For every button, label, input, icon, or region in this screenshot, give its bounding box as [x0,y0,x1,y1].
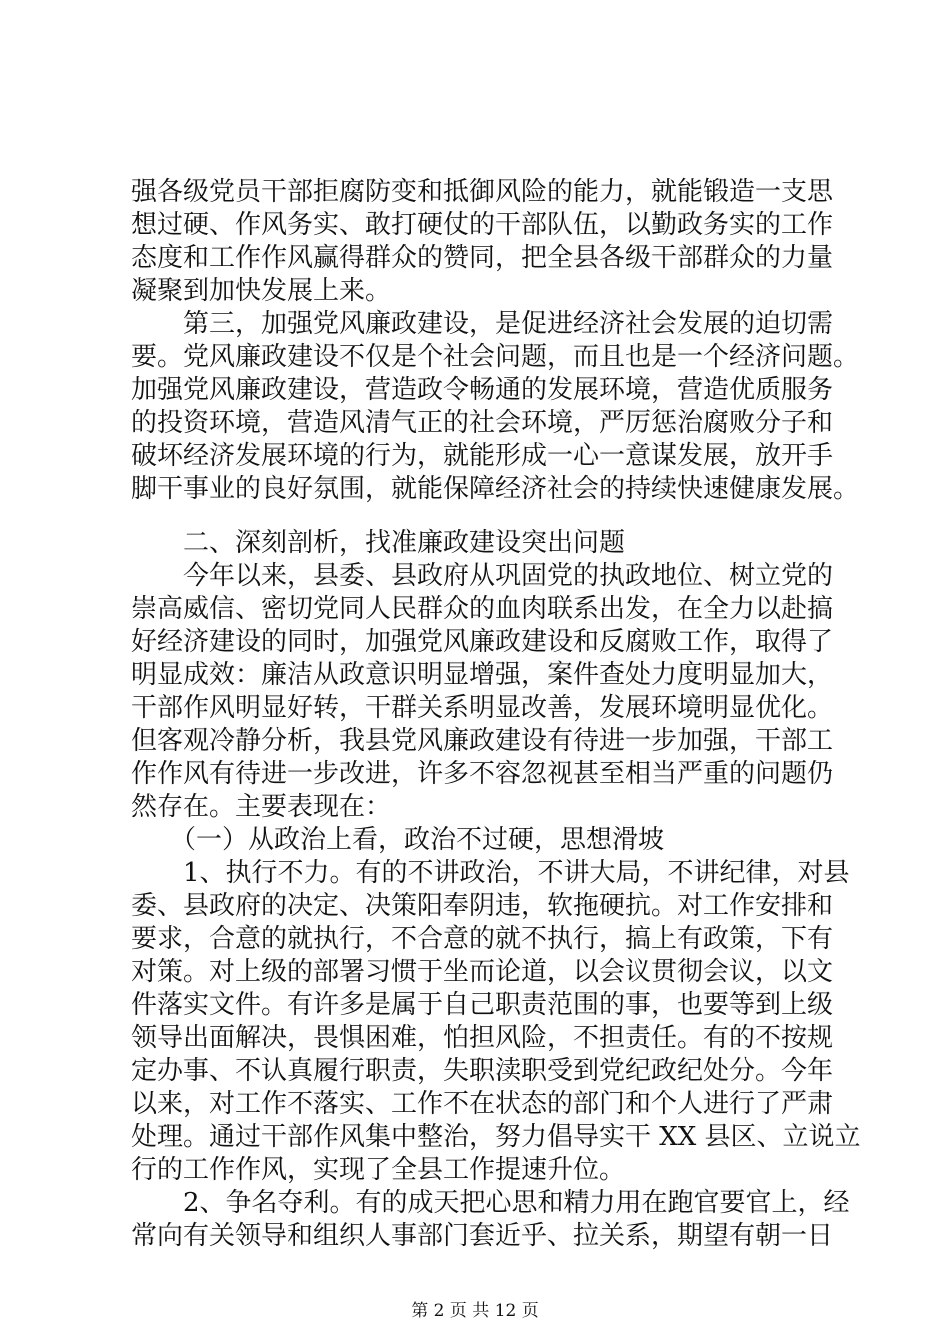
text-line: 处理。通过干部作风集中整治，努力倡导实干 XX 县区、立说立 [131,1122,861,1152]
text-line: 2、争名夺利。有的成天把心思和精力用在跑官要官上，经 [131,1188,850,1218]
text-line: 行的工作作风，实现了全县工作提速升位。 [131,1155,626,1185]
page-number: 第 2 页 共 12 页 [411,1301,539,1321]
text-line: 强各级党员干部拒腐防变和抵御风险的能力，就能锻造一支思 [131,177,834,207]
text-line: 破坏经济发展环境的行为，就能形成一心一意谋发展，放开手 [131,441,834,471]
text-line: 想过硬、作风务实、敢打硬仗的干部队伍，以勤政务实的工作 [131,210,834,240]
text-line: 好经济建设的同时，加强党风廉政建设和反腐败工作，取得了 [131,627,834,657]
text-line: 态度和工作作风赢得群众的赞同，把全县各级干部群众的力量 [131,243,834,273]
text-line: 的投资环境，营造风清气正的社会环境，严厉惩治腐败分子和 [131,408,834,438]
text-line: 然存在。主要表现在： [131,792,392,822]
text-line: 1、执行不力。有的不讲政治，不讲大局，不讲纪律，对县 [131,858,850,888]
text-line: 要求，合意的就执行，不合意的就不执行，搞上有政策，下有 [131,924,834,954]
text-line: 脚干事业的良好氛围，就能保障经济社会的持续快速健康发展。 [131,474,860,504]
subsection-heading: （一）从政治上看，政治不过硬，思想滑坡 [131,825,665,855]
text-line: 作作风有待进一步改进，许多不容忽视甚至相当严重的问题仍 [131,759,834,789]
text-line: 定办事、不认真履行职责，失职渎职受到党纪政纪处分。今年 [131,1056,834,1086]
section-heading: 二、深刻剖析，找准廉政建设突出问题 [131,528,626,558]
text-line: 但客观冷静分析，我县党风廉政建设有待进一步加强，干部工 [131,726,834,756]
text-line: 委、县政府的决定、决策阳奉阴违，软拖硬抗。对工作安排和 [131,891,834,921]
text-line: 今年以来，县委、县政府从巩固党的执政地位、树立党的 [131,561,834,591]
text-line: 要。党风廉政建设不仅是个社会问题，而且也是一个经济问题。 [131,342,860,372]
text-line: 领导出面解决，畏惧困难，怕担风险，不担责任。有的不按规 [131,1023,834,1053]
text-line: 干部作风明显好转，干群关系明显改善，发展环境明显优化。 [131,693,834,723]
text-line: 对策。对上级的部署习惯于坐而论道，以会议贯彻会议，以文 [131,957,834,987]
text-line: 第三，加强党风廉政建设，是促进经济社会发展的迫切需 [131,309,834,339]
text-line: 以来，对工作不落实、工作不在状态的部门和个人进行了严肃 [131,1089,834,1119]
text-line: 凝聚到加快发展上来。 [131,276,392,306]
text-line: 崇高威信、密切党同人民群众的血肉联系出发，在全力以赴搞 [131,594,834,624]
text-line: 加强党风廉政建设，营造政令畅通的发展环境，营造优质服务 [131,375,834,405]
text-line: 常向有关领导和组织人事部门套近乎、拉关系，期望有朝一日 [131,1221,834,1251]
text-line: 件落实文件。有许多是属于自己职责范围的事，也要等到上级 [131,990,834,1020]
text-line: 明显成效：廉洁从政意识明显增强，案件查处力度明显加大， [131,660,834,690]
